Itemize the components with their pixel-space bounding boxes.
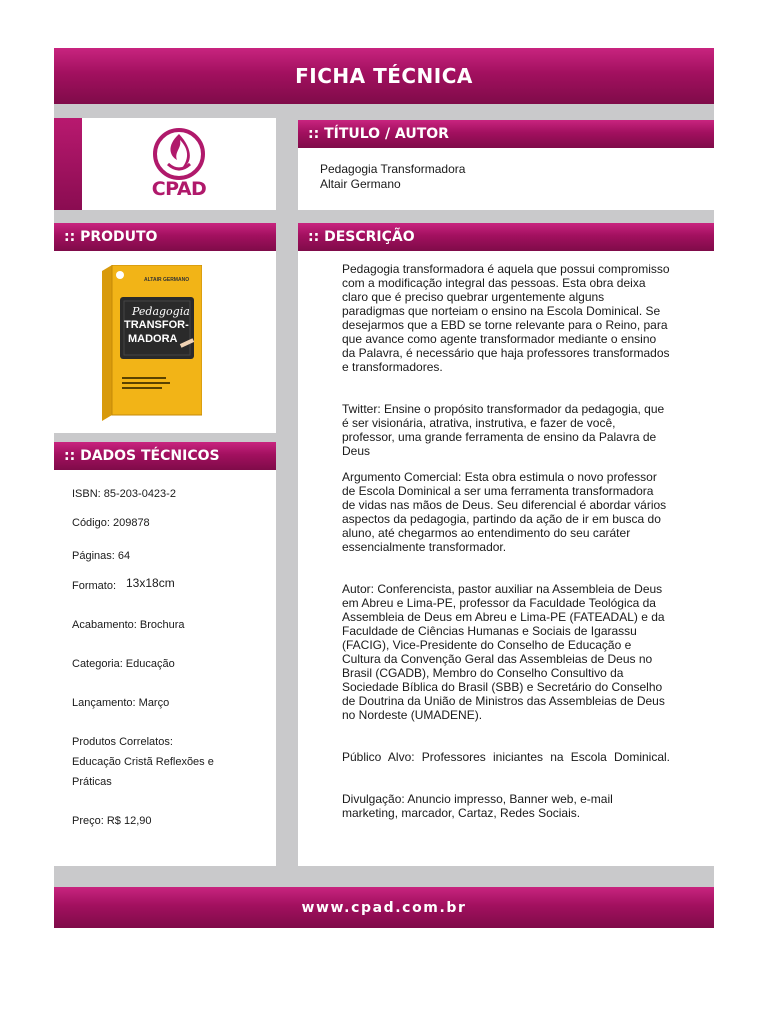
page-title: FICHA TÉCNICA <box>295 64 473 88</box>
logo-panel <box>54 118 276 210</box>
preco: Preço: R$ 12,90 <box>72 815 152 827</box>
logo-side-strip <box>54 118 82 210</box>
section-header-titulo-autor: :: TÍTULO / AUTOR <box>298 120 714 148</box>
footer-banner <box>54 887 714 928</box>
produto-panel <box>54 251 276 433</box>
descricao-autor: Autor: Conferencista, pastor auxiliar na Assembleia de Deus em Abreu e Lima-PE, professor da Faculdade Teológica da Assembleia de Deus em Abreu e Lima-PE (FATEADAL) e da Faculdade de Ciências Humanas e Sociais de Igarassu (FACIG), Vice-Presidente do Conselho de Educação e Cultura da Convenção Geral das Assembleias de Deus no Brasil (CGADB), Membro do Conselho Consultivo da Sociedade Bíblica do Brasil (SBB) e Secretário do Conselho de Doutrina da União de Ministros das Assembleias de Deus no Nordeste (UMADENE). <box>342 582 665 722</box>
lancamento: Lançamento: Março <box>72 697 170 709</box>
descricao-publico-alvo: Público Alvo: Professores iniciantes na Escola Dominical. <box>342 750 670 764</box>
correlatos-line1: Educação Cristã Reflexões e <box>72 756 214 768</box>
section-header-dados-tecnicos: :: DADOS TÉCNICOS <box>54 442 276 470</box>
section-header-produto: :: PRODUTO <box>54 223 276 251</box>
column-divider <box>276 104 298 887</box>
logo-text: CPAD <box>151 178 207 200</box>
cover-title-line2: TRANSFOR- <box>124 319 189 331</box>
cpad-flame-icon <box>144 128 214 180</box>
descricao-paragraph-1: Pedagogia transformadora é aquela que possui compromisso com a modificação integral das pessoas. Esta obra deixa claro que é preciso quebrar urgentemente alguns paradigmas que norteiam o ensino na Escola Dominical. Se desejarmos que a EBD se torne relevante para o Reino, para que avance como agente transformador mediante o ensino da Palavra, é necessário que haja professores transformados e transformadores. <box>342 262 670 374</box>
descricao-divulgacao: Divulgação: Anuncio impresso, Banner web, e-mail marketing, marcador, Cartaz, Redes Sociais. <box>342 792 613 820</box>
dados-tecnicos-panel <box>54 470 276 866</box>
cover-title-line3: MADORA <box>128 333 178 345</box>
formato-label: Formato: <box>72 580 117 592</box>
descricao-panel <box>298 251 714 866</box>
codigo: Código: 209878 <box>72 517 150 529</box>
descricao-argumento-comercial: Argumento Comercial: Esta obra estimula o novo professor de Escola Dominical a ser uma ferramenta transformadora de vidas nas mãos de Deus. Seu diferencial é abordar vários aspectos da pedagogia, partindo da ação de ir em busca do aluno, até chegarmos ao entendimento do seu caráter essencialmente transformador. <box>342 470 667 554</box>
header-banner <box>54 48 714 104</box>
isbn: ISBN: 85-203-0423-2 <box>72 488 176 500</box>
correlatos-label: Produtos Correlatos: <box>72 736 173 748</box>
book-title: Pedagogia Transformadora <box>320 162 466 176</box>
paginas: Páginas: 64 <box>72 550 131 562</box>
descricao-twitter: Twitter: Ensine o propósito transformador da pedagogia, que é ser visionária, atrativa, instrutiva, e fazer de você, professor, uma grande ferramenta de ensino da Palavra de Deus <box>342 402 665 458</box>
formato-value: 13x18cm <box>126 576 175 590</box>
correlatos-line2: Práticas <box>72 776 112 788</box>
cpad-logo <box>144 128 214 204</box>
book-author: Altair Germano <box>320 177 401 191</box>
cover-author: ALTAIR GERMANO <box>144 277 190 283</box>
section-header-descricao: :: DESCRIÇÃO <box>298 223 714 251</box>
cover-title-line1: Pedagogia <box>132 305 190 318</box>
titulo-autor-panel <box>298 148 714 210</box>
site-url: www.cpad.com.br <box>301 899 467 916</box>
categoria: Categoria: Educação <box>72 658 175 670</box>
acabamento: Acabamento: Brochura <box>72 619 185 631</box>
ficha-tecnica-sheet <box>54 48 714 928</box>
book-cover-image <box>102 265 202 423</box>
